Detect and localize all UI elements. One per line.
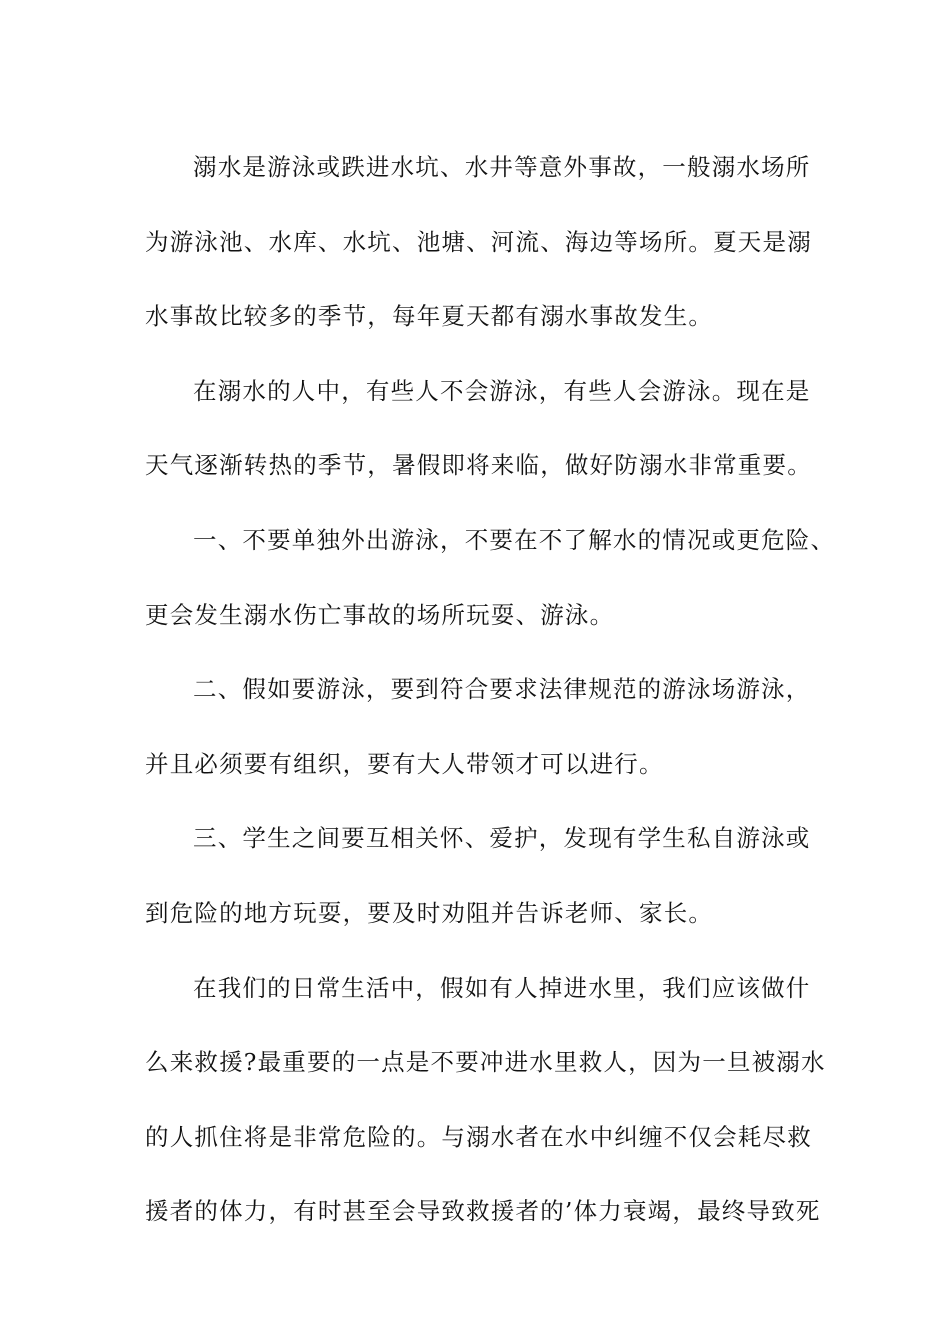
paragraph-line: 溺水是游泳或跌进水坑、水井等意外事故，一般溺水场所 bbox=[193, 153, 811, 181]
paragraph-line: 为游泳池、水库、水坑、池塘、河流、海边等场所。夏天是溺 bbox=[145, 227, 812, 256]
paragraph-line: 援者的体力，有时甚至会导致救援者的’体力衰竭，最终导致死 bbox=[145, 1197, 821, 1226]
paragraph-line: 更会发生溺水伤亡事故的场所玩耍、游泳。 bbox=[145, 600, 615, 629]
paragraph-line: 在我们的日常生活中，假如有人掉进水里，我们应该做什 bbox=[193, 973, 811, 1002]
document-body bbox=[145, 130, 836, 1249]
paragraph-line: 一、不要单独外出游泳，不要在不了解水的情况或更危险、 bbox=[193, 525, 836, 554]
paragraph-line: 么来救援?最重要的一点是不要冲进水里救人，因为一旦被溺水 bbox=[145, 1048, 826, 1077]
paragraph-line: 水事故比较多的季节，每年夏天都有溺水事故发生。 bbox=[145, 302, 714, 331]
paragraph-line: 天气逐渐转热的季节，暑假即将来临，做好防溺水非常重要。 bbox=[145, 451, 812, 480]
paragraph-line: 到危险的地方玩耍，要及时劝阻并告诉老师、家长。 bbox=[145, 898, 714, 927]
paragraph-line: 三、学生之间要互相关怀、爱护，发现有学生私自游泳或 bbox=[193, 824, 811, 853]
paragraph-line: 二、假如要游泳，要到符合要求法律规范的游泳场游泳， bbox=[193, 675, 811, 704]
paragraph-line: 并且必须要有组织，要有大人带领才可以进行。 bbox=[145, 749, 664, 778]
paragraph-line: 的人抓住将是非常危险的。与溺水者在水中纠缠不仅会耗尽救 bbox=[145, 1122, 812, 1151]
paragraph-line: 在溺水的人中，有些人不会游泳，有些人会游泳。现在是 bbox=[193, 376, 811, 405]
